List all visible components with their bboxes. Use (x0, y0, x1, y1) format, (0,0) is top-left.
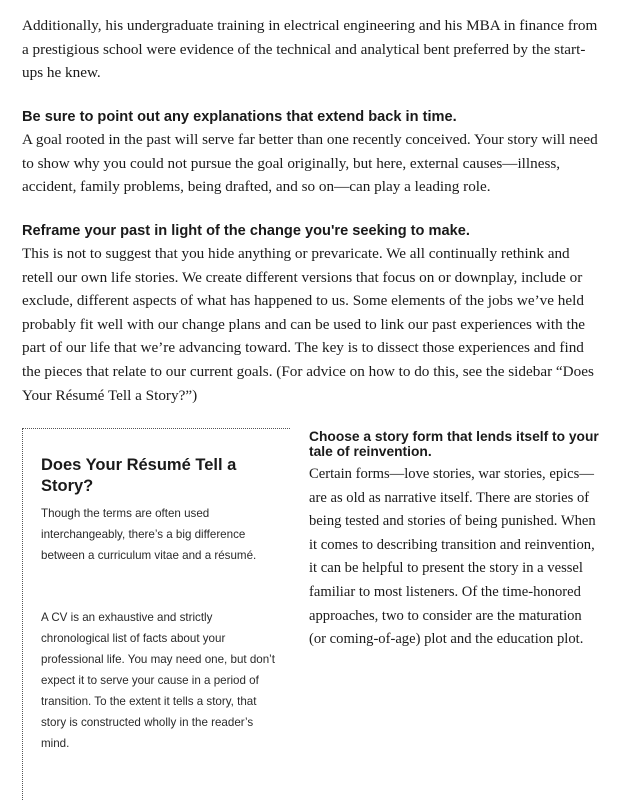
section-heading: Choose a story form that lends itself to your tale of reinvention. (309, 429, 599, 459)
section-body: Certain forms—love stories, war stories, epics—are as old as narrative itself. There are stories of being tested and stories of being punished. When it comes to describing transition and reinvention, it can be helpful to present the story in a vessel familiar to most listeners. Of the time-honored approaches, two to consider are the maturation (or coming-of-age) plot and the education plot. (309, 466, 596, 648)
section-point-out-explanations (22, 108, 602, 199)
section-heading: Reframe your past in light of the change you're seeking to make. (22, 223, 470, 239)
section-reframe-past (22, 222, 602, 407)
section-heading: Be sure to point out any explanations that extend back in time. (22, 109, 457, 125)
section-body: A goal rooted in the past will serve far better than one recently conceived. Your story will need to show why you could not pursue the goal originally, but here, external causes—illness, accident, family problems, being drafted, and so on—can play a leading role. (22, 131, 598, 196)
sidebar-box (22, 428, 290, 800)
intro-paragraph: Additionally, his undergraduate training in electrical engineering and his MBA in finance from a prestigious school were evidence of the technical and analytical bent preferred by the start-ups he knew. (22, 17, 598, 82)
sidebar-title: Does Your Résumé Tell a Story? (41, 456, 237, 495)
sidebar-paragraph: A CV is an exhaustive and strictly chronological list of facts about your professional life. You may need one, but don’t expect it to serve your cause in a period of transition. To the extent it tells a story, that story is constructed wholly in the reader’s mind. (41, 611, 275, 750)
section-body: This is not to suggest that you hide anything or prevaricate. We all continually rethink and retell our own life stories. We create different versions that focus on or downplay, include or exclude, different aspects of what has happened to us. Some elements of the jobs we’ve held probably fit well with our change plans and can be used to link our past experiences with the part of our life that we’re advancing toward. The key is to dissect those experiences and find the pieces that relate to our current goals. (For advice on how to do this, see the sidebar “Does Your Résumé Tell a Story?”) (22, 245, 594, 404)
sidebar-paragraph: Though the terms are often used interchangeably, there’s a big difference between a curriculum vitae and a résumé. (41, 507, 257, 562)
section-choose-story-form (309, 430, 599, 652)
